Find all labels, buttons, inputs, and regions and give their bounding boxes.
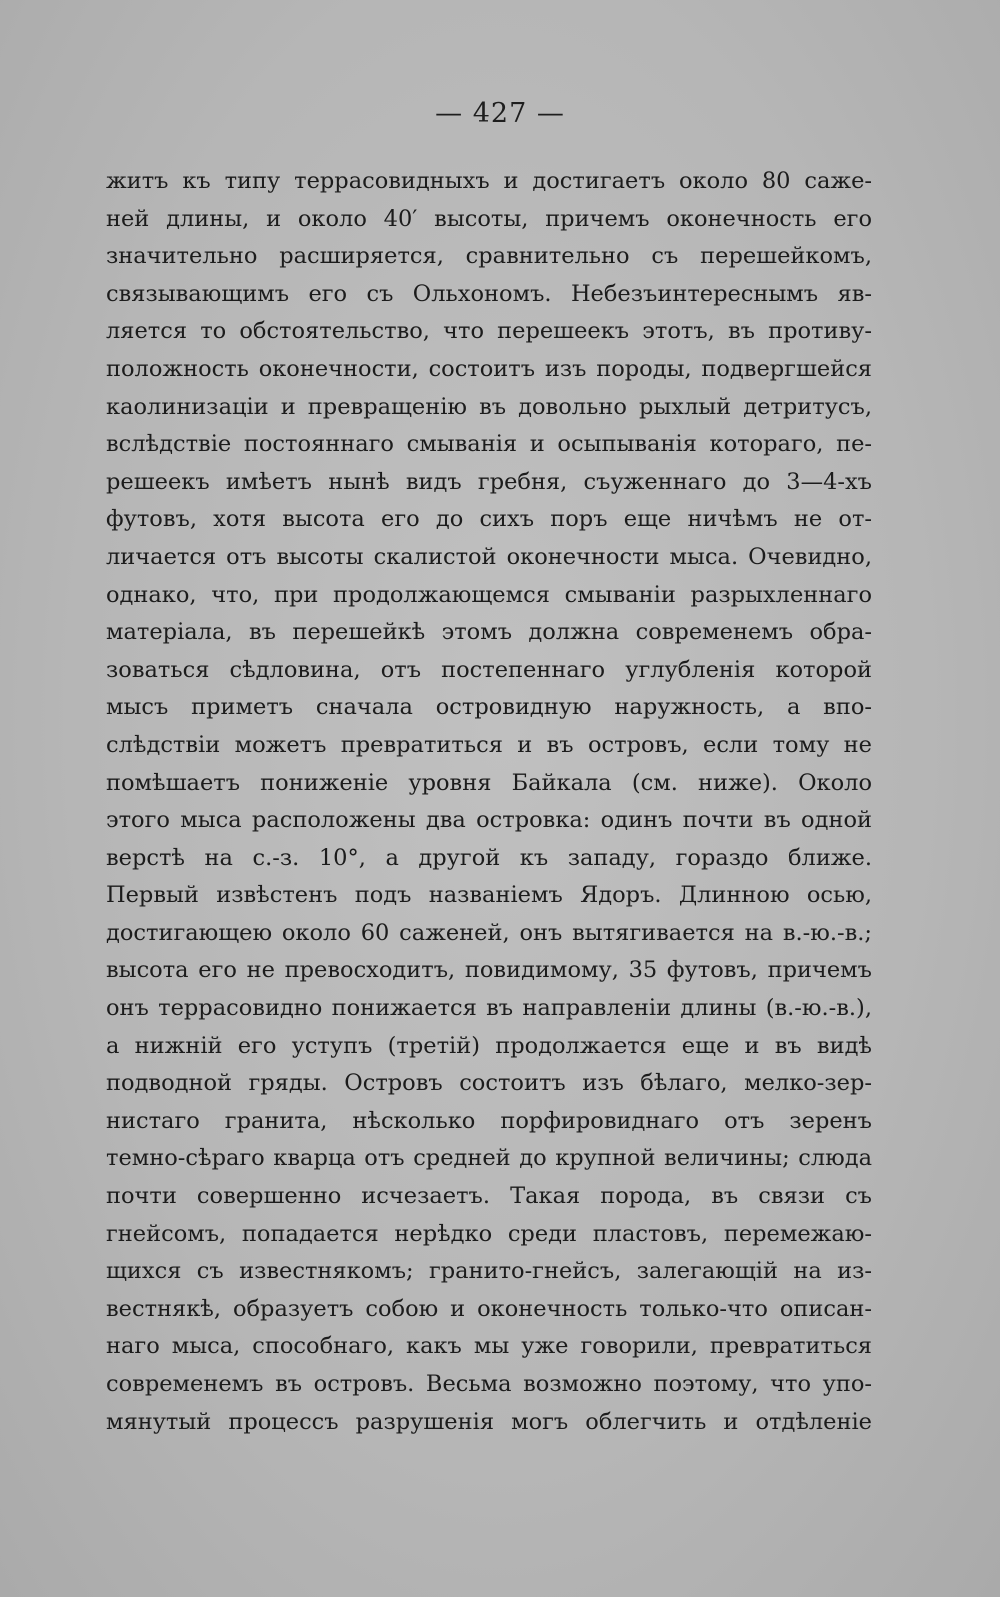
- text-line: высота его не превосходитъ, повидимому, 35 футовъ, причемъ: [106, 957, 872, 984]
- text-line: Первый извѣстенъ подъ названіемъ Ядоръ. Длинною осью,: [106, 882, 872, 909]
- body-text: [106, 163, 872, 1441]
- page-number: — 427 —: [435, 98, 565, 129]
- text-line: связывающимъ его съ Ольхономъ. Небезъинтереснымъ яв-: [106, 280, 872, 307]
- text-line: ляется то обстоятельство, что перешеекъ этотъ, въ противу-: [106, 318, 872, 345]
- text-line: положность оконечности, состоитъ изъ породы, подвергшейся: [106, 355, 872, 382]
- text-line: современемъ въ островъ. Весьма возможно поэтому, что упо-: [106, 1371, 872, 1397]
- text-line: мянутый процессъ разрушенія могъ облегчить и отдѣленіе: [106, 1408, 872, 1435]
- text-line: каолинизаціи и превращенію въ довольно рыхлый детритусъ,: [106, 393, 872, 420]
- text-line: ней длины, и около 40′ высоты, причемъ оконечность его: [106, 205, 872, 232]
- text-line: почти совершенно исчезаетъ. Такая порода, въ связи съ: [106, 1183, 872, 1210]
- text-line: матеріала, въ перешейкѣ этомъ должна современемъ обра-: [106, 619, 872, 646]
- text-line: нистаго гранита, нѣсколько порфировиднаго отъ зеренъ: [106, 1107, 872, 1134]
- text-line: значительно расширяется, сравнительно съ перешейкомъ,: [106, 243, 872, 270]
- text-line: однако, что, при продолжающемся смываніи разрыхленнаго: [106, 581, 872, 608]
- text-line: темно-сѣраго кварца отъ средней до крупной величины; слюда: [106, 1145, 872, 1172]
- text-line: вслѣдствіе постояннаго смыванія и осыпыванія котораго, пе-: [106, 431, 872, 458]
- text-line: слѣдствіи можетъ превратиться и въ островъ, если тому не: [106, 731, 872, 758]
- text-line: этого мыса расположены два островка: одинъ почти въ одной: [106, 807, 872, 834]
- text-line: наго мыса, способнаго, какъ мы уже говорили, превратиться: [106, 1333, 872, 1360]
- text-line: вестнякѣ, образуетъ собою и оконечность только-что описан-: [106, 1295, 872, 1322]
- text-line: решеекъ имѣетъ нынѣ видъ гребня, съуженнаго до 3—4-хъ: [106, 468, 872, 495]
- text-line: личается отъ высоты скалистой оконечности мыса. Очевидно,: [106, 543, 872, 570]
- text-line: достигающею около 60 саженей, онъ вытягивается на в.-ю.-в.;: [106, 919, 872, 946]
- text-line: мысъ приметъ сначала островидную наружность, а впо-: [106, 694, 872, 721]
- text-line: подводной гряды. Островъ состоитъ изъ бѣлаго, мелко-зер-: [106, 1070, 872, 1097]
- text-line: а нижній его уступъ (третій) продолжается еще и въ видѣ: [106, 1032, 872, 1059]
- text-line: онъ террасовидно понижается въ направленіи длины (в.-ю.-в.),: [106, 995, 872, 1022]
- text-line: помѣшаетъ пониженіе уровня Байкала (см. ниже). Около: [106, 769, 872, 796]
- text-line: футовъ, хотя высота его до сихъ поръ еще ничѣмъ не от-: [106, 506, 872, 533]
- text-line: верстѣ на с.-з. 10°, а другой къ западу, гораздо ближе.: [106, 844, 872, 871]
- text-line: гнейсомъ, попадается нерѣдко среди пластовъ, перемежаю-: [106, 1220, 872, 1247]
- text-line: житъ къ типу террасовидныхъ и достигаетъ около 80 саже-: [106, 168, 872, 194]
- text-line: щихся съ известнякомъ; гранито-гнейсъ, залегающій на из-: [106, 1258, 872, 1285]
- text-line: зоваться сѣдловина, отъ постепеннаго углубленія которой: [106, 656, 872, 683]
